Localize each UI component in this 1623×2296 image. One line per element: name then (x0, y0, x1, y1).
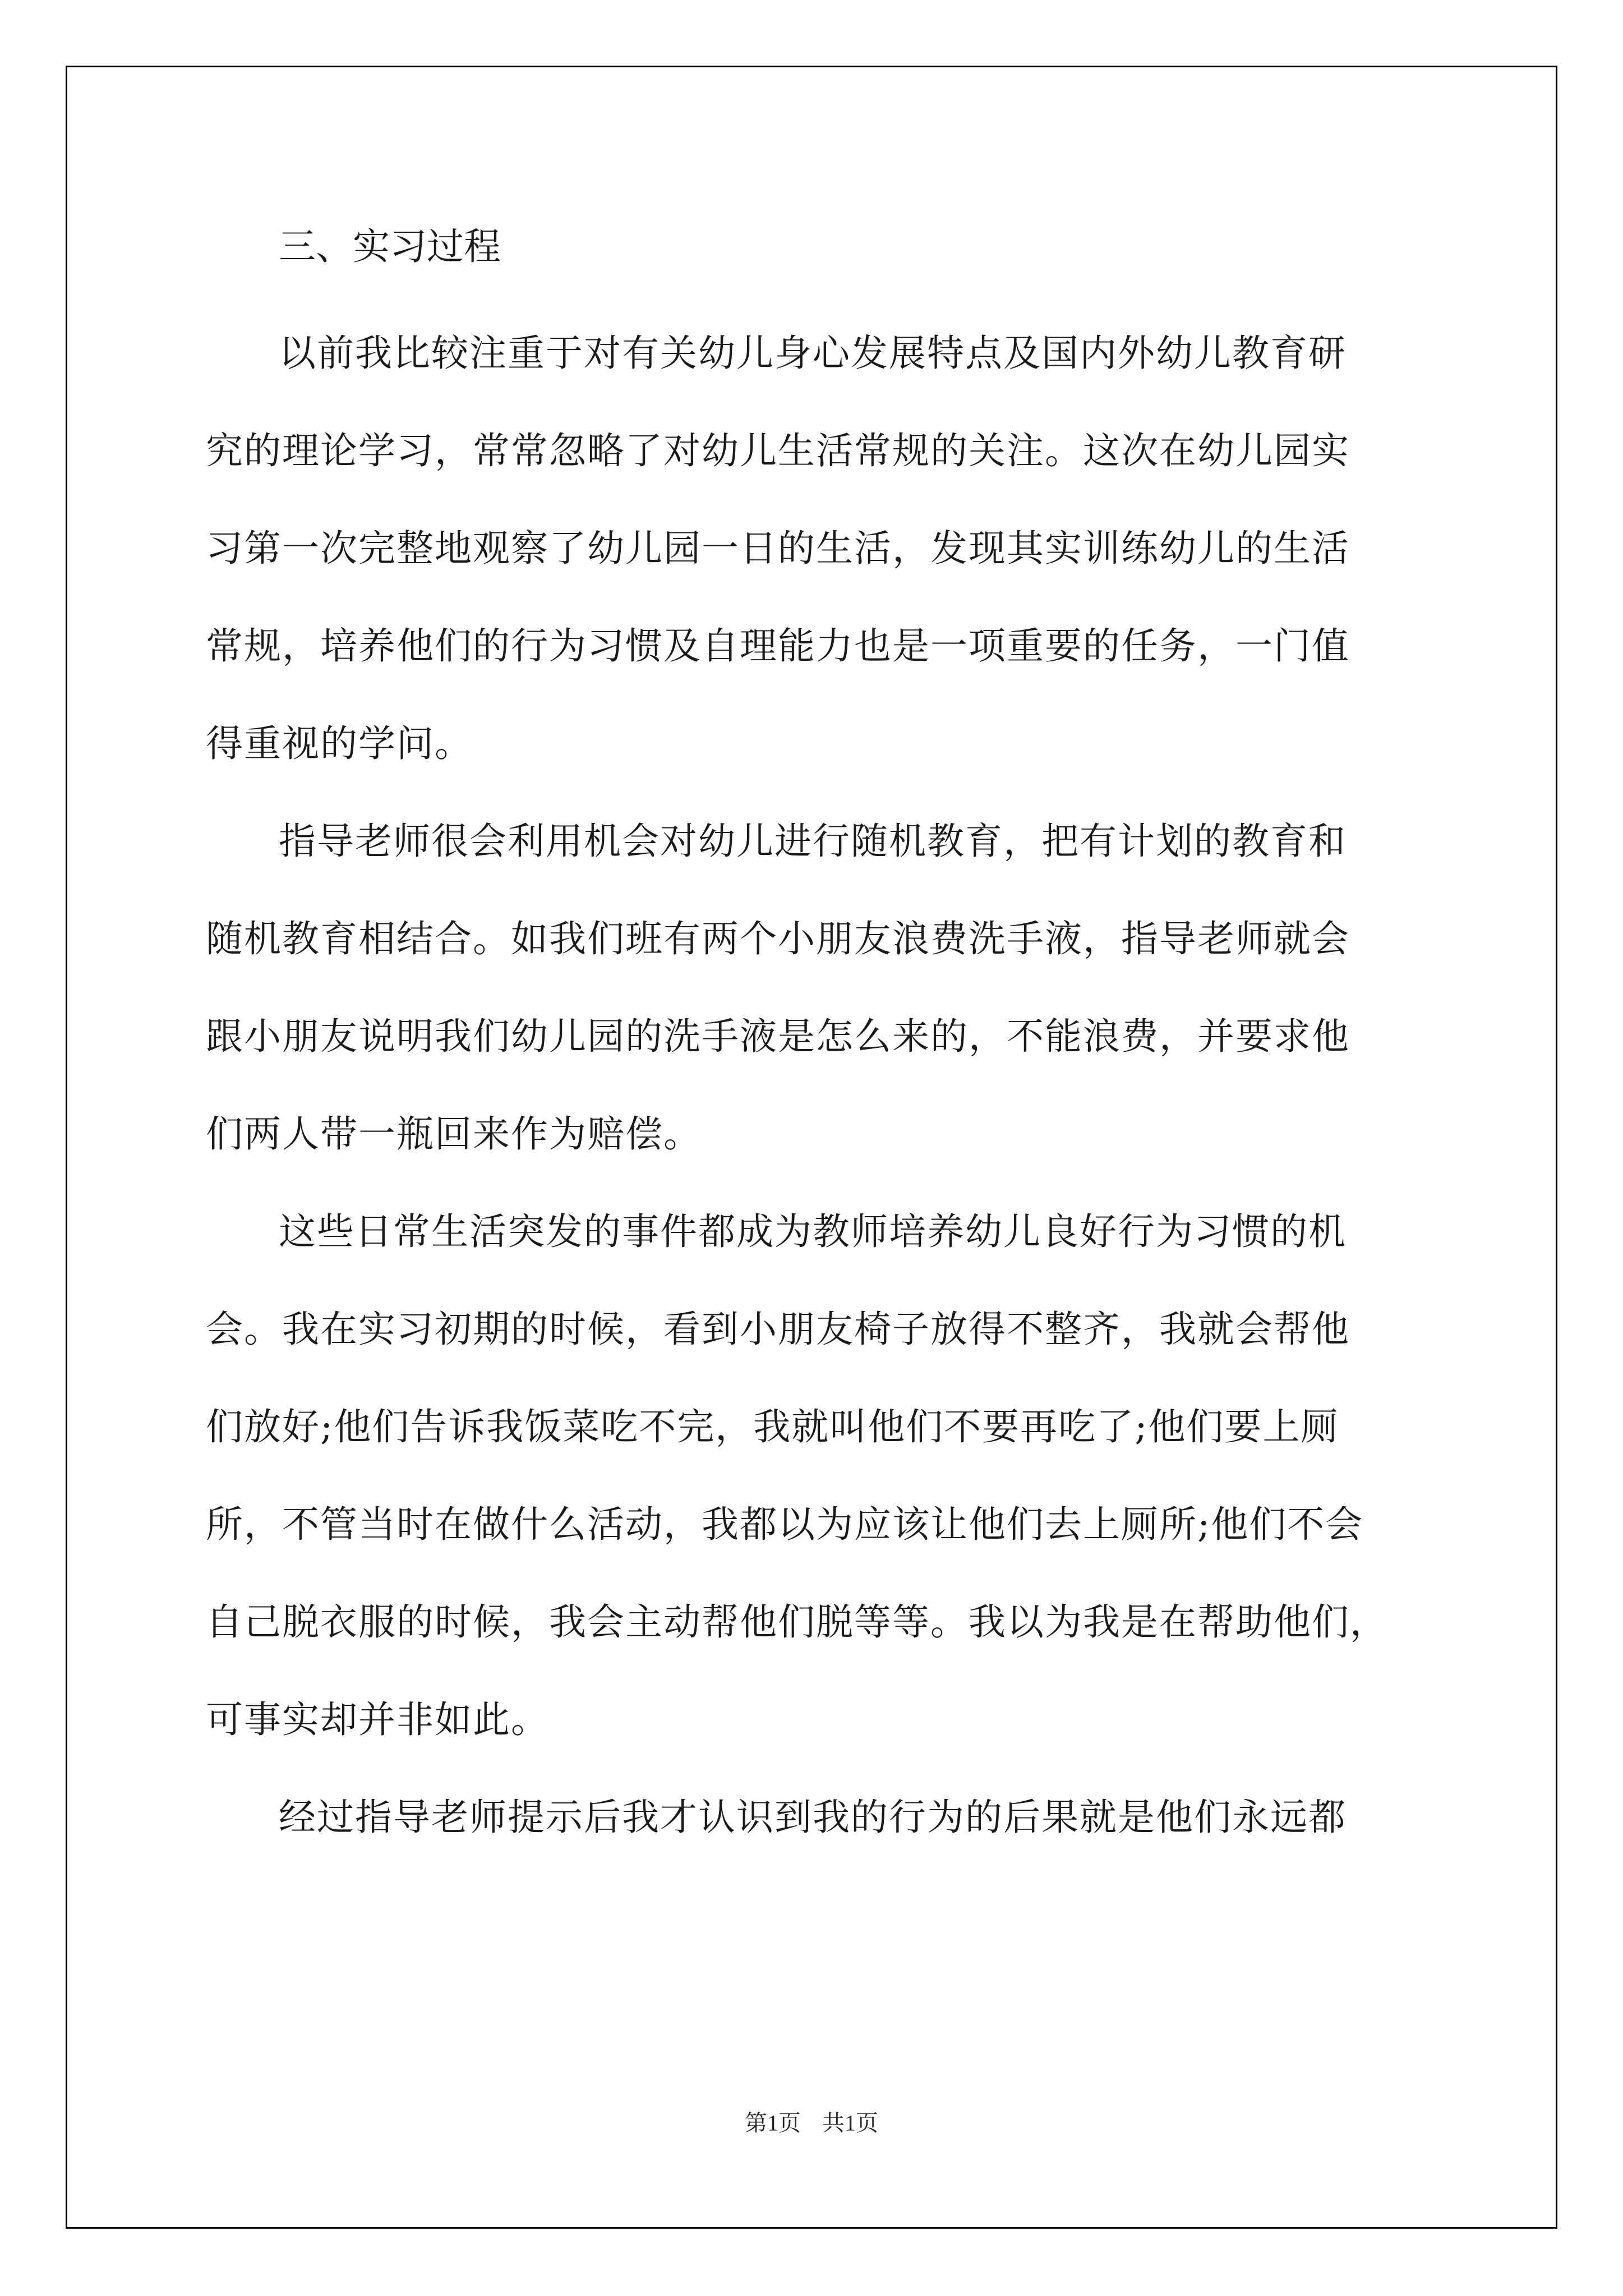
paragraph-line: 所，不管当时在做什么活动，我都以为应该让他们去上厕所;他们不会 (206, 1503, 1364, 1546)
paragraph-line: 们两人带一瓶回来作为赔偿。 (206, 1112, 702, 1156)
paragraph-line: 可事实却并非如此。 (206, 1698, 549, 1741)
paragraph-line: 以前我比较注重于对有关幼儿身心发展特点及国内外幼儿教育研 (279, 332, 1347, 375)
page-total: 共1页 (822, 2110, 878, 2136)
page-footer (0, 2106, 1623, 2140)
paragraph-line: 们放好;他们告诉我饭菜吃不完，我就叫他们不要再吃了;他们要上厕 (206, 1405, 1339, 1448)
paragraph-line: 这些日常生活突发的事件都成为教师培养幼儿良好行为习惯的机 (279, 1210, 1347, 1253)
paragraph-line: 跟小朋友说明我们幼儿园的洗手液是怎么来的，不能浪费，并要求他 (206, 1015, 1350, 1058)
paragraph-line: 随机教育相结合。如我们班有两个小朋友浪费洗手液，指导老师就会 (206, 917, 1350, 960)
paragraph-line: 得重视的学问。 (206, 722, 473, 765)
page-number: 第1页 (745, 2110, 801, 2136)
paragraph-line: 习第一次完整地观察了幼儿园一日的生活，发现其实训练幼儿的生活 (206, 527, 1350, 570)
paragraph-line: 经过指导老师提示后我才认识到我的行为的后果就是他们永远都 (279, 1796, 1347, 1839)
paragraph-line: 指导老师很会利用机会对幼儿进行随机教育，把有计划的教育和 (279, 820, 1347, 863)
section-heading: 三、实习过程 (279, 225, 501, 268)
paragraph-line: 会。我在实习初期的时候，看到小朋友椅子放得不整齐，我就会帮他 (206, 1308, 1350, 1351)
paragraph-line: 究的理论学习，常常忽略了对幼儿生活常规的关注。这次在幼儿园实 (206, 429, 1350, 472)
paragraph-line: 自己脱衣服的时候，我会主动帮他们脱等等。我以为我是在帮助他们， (206, 1600, 1388, 1644)
paragraph-line: 常规，培养他们的行为习惯及自理能力也是一项重要的任务，一门值 (206, 624, 1350, 668)
